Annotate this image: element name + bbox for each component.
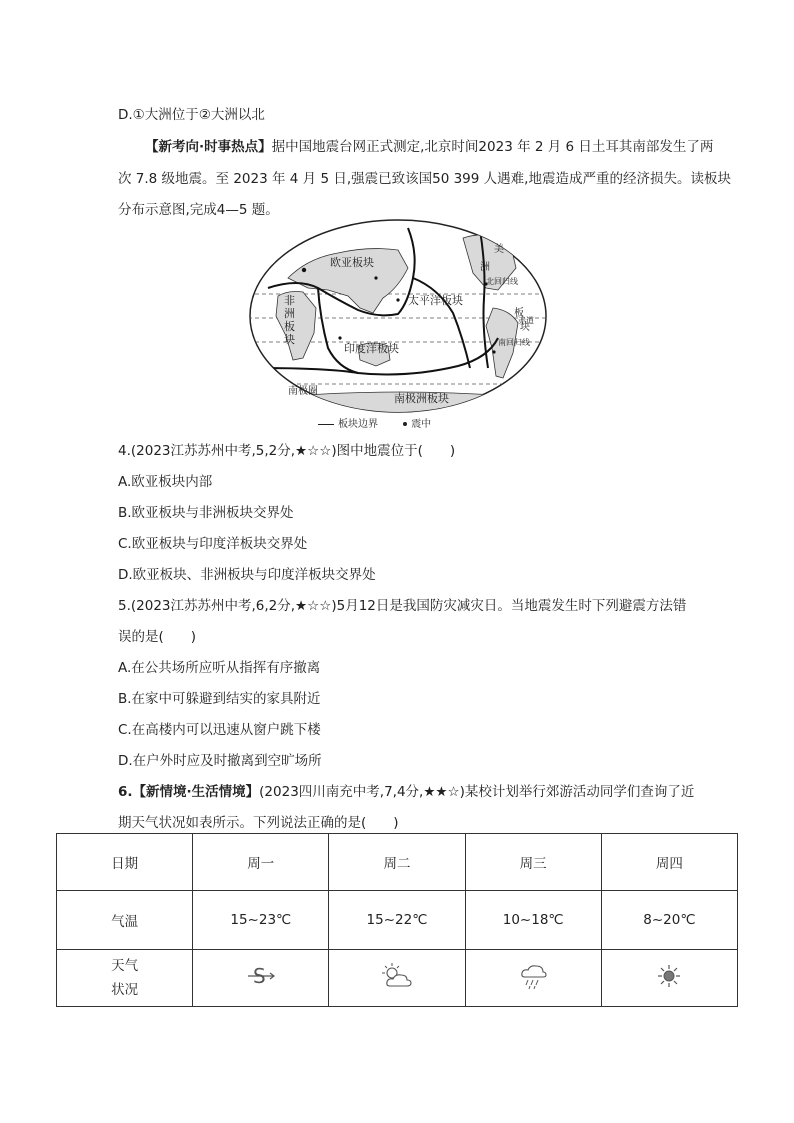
epicenter-marker — [302, 268, 306, 272]
header-cell-thu: 周四 — [601, 834, 737, 891]
label-african-plate-2: 洲 — [284, 307, 295, 320]
map-legend — [318, 415, 453, 430]
q6-tag: 6.【新情境·生活情境】 — [118, 784, 260, 800]
plate-map — [248, 218, 548, 430]
q5-option-b: B.在家中可躲避到结实的家具附近 — [118, 691, 321, 707]
table-row — [57, 834, 738, 891]
legend-epicenter-label: 震中 — [411, 419, 432, 430]
condition-cell-mon — [193, 950, 329, 1007]
intro-line-1 — [145, 135, 713, 155]
partly-cloudy-icon — [380, 962, 414, 994]
label-america-4: 块 — [520, 322, 530, 333]
q6-stem-2: 期天气状况如表所示。下列说法正确的是( ) — [118, 815, 399, 831]
q4-option-b: B.欧亚板块与非洲板块交界处 — [118, 505, 294, 521]
table-row — [57, 891, 738, 950]
legend-boundary — [318, 415, 378, 430]
temp-label-cell: 气温 — [57, 891, 193, 950]
label-south-tropic: 南回归线 — [498, 338, 530, 347]
header-cell-wed: 周三 — [465, 834, 601, 891]
condition-label-2: 状况 — [111, 982, 139, 998]
label-eurasian-plate: 欧亚板块 — [330, 256, 374, 269]
prev-option-d: D.①大洲位于②大洲以北 — [118, 107, 265, 123]
condition-cell-tue — [329, 950, 465, 1007]
q5-stem-1: 5.(2023江苏苏州中考,6,2分,★☆☆)5月12日是我国防灾减灾日。当地震发生时下列避震方法错 — [118, 598, 687, 614]
q4-option-d: D.欧亚板块、非洲板块与印度洋板块交界处 — [118, 567, 376, 583]
q5-option-c: C.在高楼内可以迅速从窗户跳下楼 — [118, 722, 321, 738]
label-african-plate-4: 块 — [284, 333, 295, 346]
legend-epicenter-dot-icon — [403, 422, 407, 426]
intro-text-1: 据中国地震台网正式测定,北京时间2023 年 2 月 6 日土耳其南部发生了两 — [271, 139, 714, 155]
label-indian-plate: 印度洋板块 — [344, 342, 399, 355]
q5-option-d: D.在户外时应及时撤离到空旷场所 — [118, 753, 322, 769]
condition-label-1: 天气 — [111, 958, 139, 974]
label-pacific-plate: 太平洋板块 — [408, 294, 463, 307]
header-cell-mon: 周一 — [193, 834, 329, 891]
label-america-1: 美 — [494, 244, 504, 255]
epicenter-marker — [492, 350, 495, 353]
epicenter-marker — [396, 298, 399, 301]
svg-text:S: S — [252, 964, 266, 988]
rain-icon — [518, 961, 548, 995]
epicenter-marker — [374, 276, 377, 279]
q6-stem-1-text: (2023四川南充中考,7,4分,★★☆)某校计划举行郊游活动同学们查询了近 — [259, 784, 695, 800]
temp-cell-mon: 15~23℃ — [193, 891, 329, 950]
table-row — [57, 950, 738, 1007]
intro-tag: 【新考向·时事热点】 — [145, 139, 272, 155]
label-america-3: 板 — [514, 308, 524, 319]
label-north-tropic: 北回归线 — [486, 277, 518, 286]
label-south-polar-circle: 南极圈 — [288, 386, 318, 397]
sandstorm-icon — [246, 962, 276, 994]
q4-option-c: C.欧亚板块与印度洋板块交界处 — [118, 536, 308, 552]
temp-cell-thu: 8~20℃ — [601, 891, 737, 950]
label-antarctic-plate: 南极洲板块 — [394, 392, 449, 405]
q4-option-a: A.欧亚板块内部 — [118, 474, 213, 490]
sunny-icon — [656, 963, 682, 993]
q4-stem: 4.(2023江苏苏州中考,5,2分,★☆☆)图中地震位于( ) — [118, 443, 456, 459]
q5-option-a: A.在公共场所应听从指挥有序撤离 — [118, 660, 321, 676]
temp-cell-wed: 10~18℃ — [465, 891, 601, 950]
temp-cell-tue: 15~22℃ — [329, 891, 465, 950]
epicenter-marker — [338, 336, 341, 339]
q5-stem-2: 误的是( ) — [118, 629, 197, 645]
plate-map-figure — [248, 218, 548, 414]
legend-epicenter — [403, 415, 431, 430]
legend-boundary-label: 板块边界 — [338, 419, 378, 430]
intro-line-3: 分布示意图,完成4—5 题。 — [118, 202, 279, 218]
header-cell-date: 日期 — [57, 834, 193, 891]
weather-table — [56, 833, 738, 1007]
intro-line-2: 次 7.8 级地震。至 2023 年 4 月 5 日,强震已致该国50 399 人遇难,地震造成严重的经济损失。读板块 — [118, 171, 731, 187]
label-america-2: 洲 — [480, 262, 490, 273]
q6-stem-1 — [118, 780, 694, 800]
label-african-plate-3: 板 — [284, 320, 295, 333]
condition-cell-thu — [601, 950, 737, 1007]
legend-boundary-line-icon — [318, 424, 334, 425]
condition-label-cell — [57, 950, 193, 1007]
label-equator: 赤道 — [518, 316, 534, 325]
label-african-plate-1: 非 — [284, 294, 295, 307]
header-cell-tue: 周二 — [329, 834, 465, 891]
condition-cell-wed — [465, 950, 601, 1007]
